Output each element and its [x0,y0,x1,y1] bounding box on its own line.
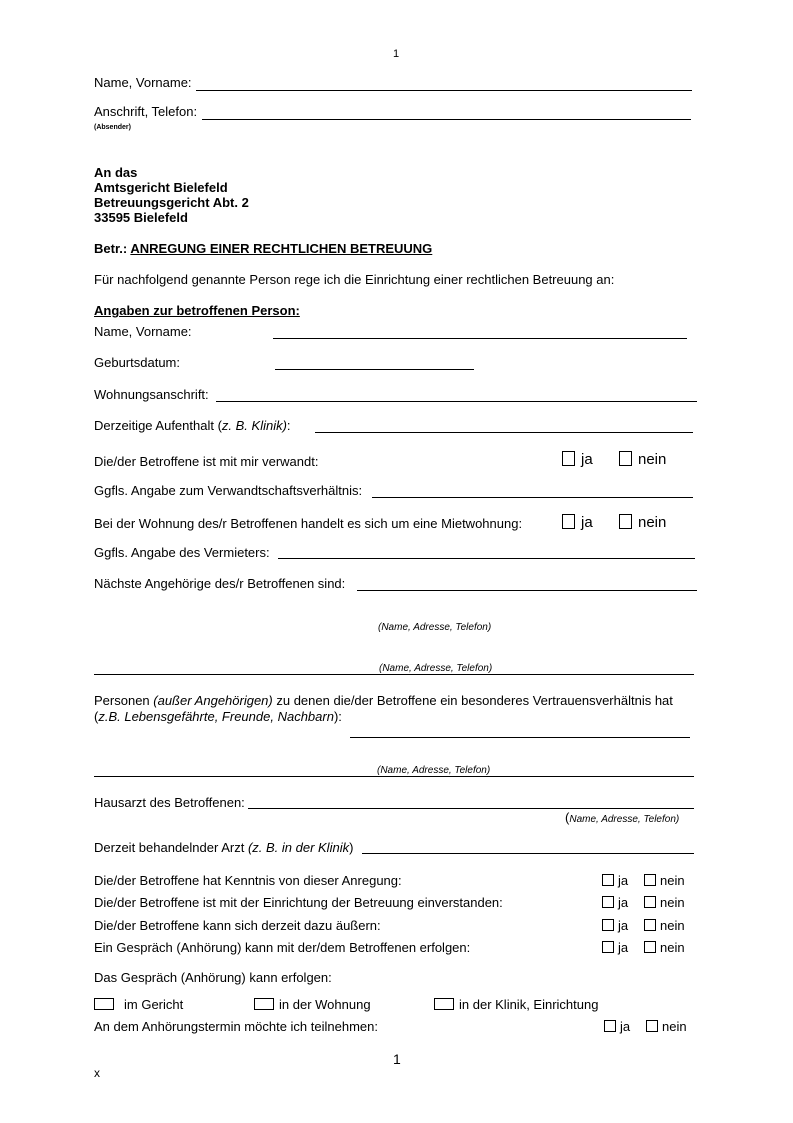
intro-text: Für nachfolgend genannte Person rege ich die Einrichtung einer rechtlichen Betreuung an: [94,272,615,287]
trusted-field-1[interactable] [350,737,690,738]
stay-label-a: Derzeitige Aufenthalt ( [94,418,222,433]
related-yes-option[interactable] [562,451,593,468]
sender-note: (Absender) [94,124,131,131]
question-2-yes[interactable] [602,895,628,910]
sender-address-label: Anschrift, Telefon: [94,104,198,119]
relatives-hint-1: (Name, Adresse, Telefon) [378,622,492,633]
related-yes-checkbox[interactable] [562,451,575,466]
question-2-no-checkbox[interactable] [644,896,656,908]
treating-field[interactable] [362,853,694,854]
hearing-court-option[interactable] [94,997,183,1012]
hearing-court-label: im Gericht [124,997,184,1012]
treating-label-b: (z. B. in der Klinik [247,840,350,855]
trusted-text-b: (außer Angehörigen) [153,693,273,708]
attend-no-label: nein [662,1019,687,1034]
trusted-text-1 [94,693,673,708]
footer-mark: x [94,1066,100,1080]
relatives-label: Nächste Angehörige des/r Betroffenen sind: [94,576,346,591]
question-4-label: Ein Gespräch (Anhörung) kann mit der/dem Betroffenen erfolgen: [94,940,471,955]
gp-hint [565,810,679,825]
gp-hint-text: Name, Adresse, Telefon) [569,814,680,825]
treating-label [94,840,353,855]
rental-yes-option[interactable] [562,514,593,531]
question-4-yes[interactable] [602,940,628,955]
stay-label-b: z. B. Klinik) [221,418,287,433]
sender-name-field[interactable] [196,90,692,91]
rental-no-checkbox[interactable] [619,514,632,529]
question-4-yes-checkbox[interactable] [602,941,614,953]
hearing-home-checkbox[interactable] [254,998,274,1010]
trusted-text-2 [94,709,342,724]
hearing-clinic-label: in der Klinik, Einrichtung [459,997,599,1012]
recipient-line-4: 33595 Bielefeld [94,210,188,225]
gp-field[interactable] [248,808,694,809]
question-2-no[interactable] [644,895,685,910]
question-1-yes-label: ja [618,873,629,888]
landlord-field[interactable] [278,558,695,559]
sender-address-field[interactable] [202,119,691,120]
question-2-yes-label: ja [618,895,629,910]
related-yes-label: ja [581,451,593,468]
rental-no-option[interactable] [619,514,666,531]
hearing-home-label: in der Wohnung [279,997,371,1012]
person-name-field[interactable] [273,338,687,339]
attend-label: An dem Anhörungstermin möchte ich teilnehmen: [94,1019,378,1034]
landlord-label: Ggfls. Angabe des Vermieters: [94,545,270,560]
related-label: Die/der Betroffene ist mit mir verwandt: [94,454,319,469]
hearing-court-checkbox[interactable] [94,998,114,1010]
question-4-no-checkbox[interactable] [644,941,656,953]
subject-title: ANREGUNG EINER RECHTLICHEN BETREUUNG [130,241,433,256]
residence-field[interactable] [216,401,697,402]
person-heading: Angaben zur betroffenen Person: [94,303,300,318]
question-3-label: Die/der Betroffene kann sich derzeit dazu äußern: [94,918,381,933]
rental-no-label: nein [638,514,667,531]
attend-yes-label: ja [620,1019,631,1034]
trusted-text-d: ( [94,709,99,724]
relatives-field-1[interactable] [357,590,697,591]
question-3-no-checkbox[interactable] [644,919,656,931]
treating-label-c: ) [349,840,354,855]
stay-field[interactable] [315,432,693,433]
question-3-yes-label: ja [618,918,629,933]
question-1-no-checkbox[interactable] [644,874,656,886]
recipient-line-1: An das [94,165,138,180]
related-no-label: nein [638,451,667,468]
hearing-home-option[interactable] [254,997,371,1012]
question-1-yes-checkbox[interactable] [602,874,614,886]
trusted-hint: (Name, Adresse, Telefon) [377,765,491,776]
relatives-field-2[interactable] [94,674,694,675]
recipient-line-2: Amtsgericht Bielefeld [94,180,228,195]
attend-no-checkbox[interactable] [646,1020,658,1032]
question-3-no[interactable] [644,918,685,933]
sender-name-label: Name, Vorname: [94,75,192,90]
question-2-label: Die/der Betroffene ist mit der Einrichtung der Betreuung einverstanden: [94,895,503,910]
hearing-label: Das Gespräch (Anhörung) kann erfolgen: [94,970,332,985]
subject-prefix: Betr.: [94,241,128,256]
trusted-text-e: z.B. Lebensgefährte, Freunde, Nachbarn [98,709,334,724]
page-number-bottom: 1 [393,1051,401,1067]
rental-label: Bei der Wohnung des/r Betroffenen handelt es sich um eine Mietwohnung: [94,516,523,531]
question-3-no-label: nein [660,918,685,933]
question-4-no-label: nein [660,940,685,955]
attend-yes[interactable] [604,1019,630,1034]
question-4-yes-label: ja [618,940,629,955]
birth-label: Geburtsdatum: [94,355,180,370]
hearing-clinic-checkbox[interactable] [434,998,454,1010]
question-1-label: Die/der Betroffene hat Kenntnis von dieser Anregung: [94,873,402,888]
question-4-no[interactable] [644,940,685,955]
relatives-hint-2: (Name, Adresse, Telefon) [379,663,493,674]
relation-field[interactable] [372,497,693,498]
question-1-no-label: nein [660,873,685,888]
relation-label: Ggfls. Angabe zum Verwandtschaftsverhältnis: [94,483,363,498]
residence-label: Wohnungsanschrift: [94,387,209,402]
attend-yes-checkbox[interactable] [604,1020,616,1032]
question-2-no-label: nein [660,895,685,910]
stay-label [94,418,291,433]
trusted-text-a: Personen [94,693,154,708]
trusted-field-2[interactable] [94,776,694,777]
recipient-line-3: Betreuungsgericht Abt. 2 [94,195,249,210]
trusted-text-f: ): [333,709,342,724]
question-1-no[interactable] [644,873,685,888]
attend-no[interactable] [646,1019,687,1034]
hearing-clinic-option[interactable] [434,997,598,1012]
question-2-yes-checkbox[interactable] [602,896,614,908]
question-3-yes[interactable] [602,918,628,933]
treating-label-a: Derzeit behandelnder Arzt [94,840,248,855]
person-name-label: Name, Vorname: [94,324,192,339]
related-no-option[interactable] [619,451,666,468]
stay-label-c: : [286,418,291,433]
gp-hint-paren: ( [565,810,570,825]
page-number-top: 1 [393,48,400,60]
subject-line [94,241,432,256]
trusted-text-c: zu denen die/der Betroffene ein besonderes Vertrauensverhältnis hat [272,693,673,708]
gp-label: Hausarzt des Betroffenen: [94,795,245,810]
related-no-checkbox[interactable] [619,451,632,466]
rental-yes-checkbox[interactable] [562,514,575,529]
question-3-yes-checkbox[interactable] [602,919,614,931]
birth-field[interactable] [275,369,474,370]
rental-yes-label: ja [581,514,593,531]
question-1-yes[interactable] [602,873,628,888]
